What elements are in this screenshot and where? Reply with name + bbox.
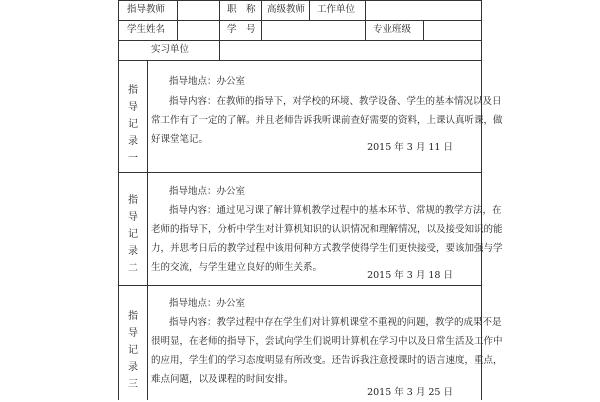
side-char: 录 [128, 362, 138, 373]
record-content-line: 指导内容：在教师的指导下，对学校的环境、教学设备、学生的基本情况以及日 [169, 96, 502, 107]
record-1 [147, 60, 503, 172]
record-content-line: 指导内容：通过见习课了解计算机教学过程中的基本环节、常规的教学方法，在 [169, 205, 502, 216]
side-char: 指 [128, 311, 138, 322]
guidance-record-form [118, 0, 503, 400]
record-content-line: 的应用，学生们的学习态度明显有所改变。还告诉我注意授课时的语言速度，重点， [151, 355, 503, 366]
side-char: 记 [128, 345, 138, 356]
side-char: 导 [128, 328, 138, 339]
header-col-divider-c [261, 0, 262, 40]
title-value: 高级教师 [267, 4, 306, 15]
record-content-line: 指导内容：教学过程中存在学生们对计算机课堂不重视的问题，教学的成果不是 [169, 317, 502, 328]
record-date: 2015 年 3 月 11 日 [367, 142, 453, 153]
student-name-label: 学生姓名 [127, 24, 166, 35]
table-border-top [119, 0, 481, 1]
side-char: 录 [128, 246, 138, 257]
work-unit-label: 工作单位 [317, 4, 356, 15]
record-location: 指导地点：办公室 [169, 76, 246, 87]
record-side-label-1 [119, 82, 147, 167]
record-content-line: 难点问题，以及课程的时间安排。 [151, 374, 294, 385]
header-col-divider-d [309, 0, 310, 20]
side-char: 指 [128, 195, 138, 206]
side-char: 一 [128, 153, 138, 164]
side-char: 二 [128, 263, 138, 274]
header-row-divider-2 [119, 40, 481, 41]
header-col-divider-f [423, 20, 424, 40]
side-char: 导 [128, 102, 138, 113]
header-col-divider-a [177, 0, 178, 40]
record-content-line: 生的交流，与学生建立良好的师生关系。 [151, 262, 323, 273]
header-row-divider-1 [119, 20, 481, 21]
student-id-label: 学 号 [227, 24, 256, 35]
supervisor-label: 指导教师 [127, 4, 166, 15]
record-side-label-2 [119, 192, 147, 277]
record-date: 2015 年 3 月 25 日 [367, 387, 453, 398]
record-content-line: 好课堂笔记。 [151, 134, 209, 145]
side-char: 记 [128, 119, 138, 130]
side-char: 录 [128, 136, 138, 147]
record-3 [147, 285, 503, 400]
record-side-label-3 [119, 308, 147, 393]
header-col-divider-e [365, 0, 366, 40]
internship-unit-label: 实习单位 [151, 44, 190, 55]
record-content-line: 力，并思考日后的教学过程中该用何种方式教学使得学生们更快接受，要该加强与学 [151, 243, 503, 254]
record-content-line: 很明显，在老师的指导下，尝试向学生们说明计算机在学习中以及日常生活及工作中 [151, 336, 503, 347]
title-label: 职 称 [227, 4, 256, 15]
record-location: 指导地点：办公室 [169, 186, 246, 197]
record-date: 2015 年 3 月 18 日 [367, 270, 453, 281]
record-location: 指导地点：办公室 [169, 298, 246, 309]
internship-col-divider [219, 40, 220, 60]
side-char: 指 [128, 85, 138, 96]
side-char: 记 [128, 229, 138, 240]
record-content-line: 老师的指导下，分析中学生对计算机知识的认识情况和理解情况，以及接受知识的能 [151, 224, 503, 235]
header-col-divider-b [219, 0, 220, 40]
record-content-line: 常工作有了一定的了解。并且老师告诉我听课前查好需要的资料，上课认真听课，做 [151, 115, 503, 126]
record-2 [147, 172, 503, 285]
major-class-label: 专业班级 [373, 24, 412, 35]
side-char: 导 [128, 212, 138, 223]
side-char: 三 [128, 379, 138, 390]
